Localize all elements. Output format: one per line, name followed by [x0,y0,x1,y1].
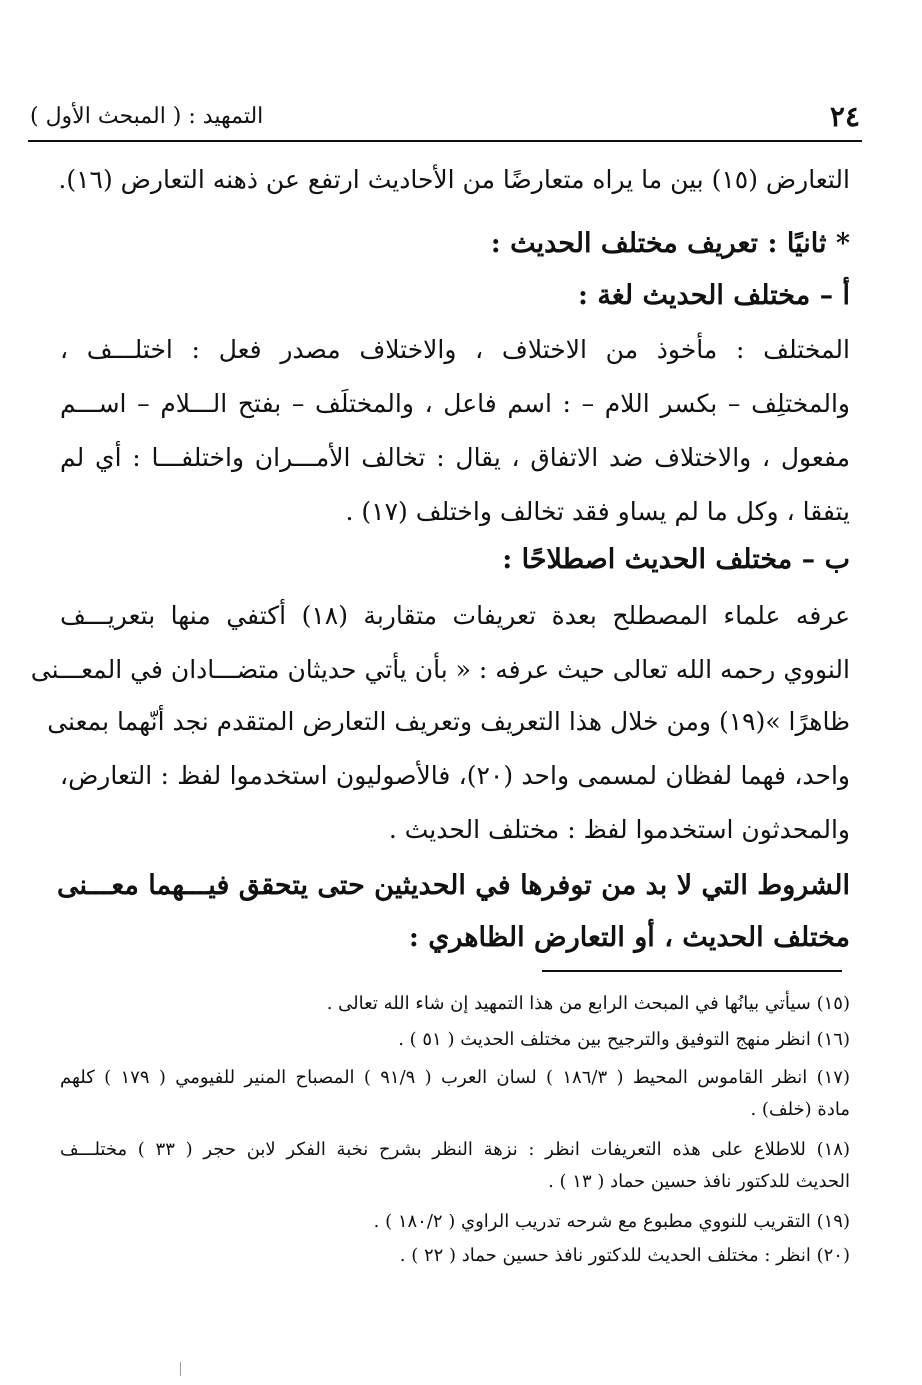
section-heading: * ثانيًا : تعريف مختلف الحديث : [490,228,850,259]
page-number: ٢٤ [829,99,860,133]
body-line: والمحدثون استخدموا لفظ : مختلف الحديث . [388,815,850,844]
running-title: التمهيد : ( المبحث الأول ) [30,103,264,129]
body-line: والمختلِف – بكسر اللام – : اسم فاعل ، والمختلَف – بفتح الـــلام – اســـم [60,389,850,418]
footnote: (١٧) انظر القاموس المحيط ( ١٨٦/٣ ) لسان العرب ( ٩١/٩ ) المصباح المنير للفيومي ( ١٧٩ ) كلهم [60,1067,850,1088]
body-line: واحد، فهما لفظان لمسمى واحد (٢٠)، فالأصوليون استخدموا لفظ : التعارض، [60,761,851,790]
footnote: (١٥) سيأتي بيانُها في المبحث الرابع من هذا التمهيد إن شاء الله تعالى . [326,993,850,1014]
subheading-b: ب – مختلف الحديث اصطلاحًا : [502,544,850,575]
footnote: مادة (خلف) . [750,1099,850,1120]
body-line: عرفه علماء المصطلح بعدة تعريفات متقاربة (١٨) أكتفي منها بتعريـــف [60,601,850,630]
header-rule [28,140,862,142]
body-line: المختلف : مأخوذ من الاختلاف ، والاختلاف مصدر فعل : اختلـــف ، [60,335,850,364]
conditions-heading: مختلف الحديث ، أو التعارض الظاهري : [408,922,850,953]
footnote: (١٨) للاطلاع على هذه التعريفات انظر : نزهة النظر بشرح نخبة الفكر لابن حجر ( ٣٣ ) مختلـــف [60,1139,850,1160]
body-line: النووي رحمه الله تعالى حيث عرفه : « بأن يأتي حديثان متضـــادان في المعـــنى [30,655,850,684]
body-line: مفعول ، والاختلاف ضد الاتفاق ، يقال : تخالف الأمـــران واختلفـــا : أي لم [60,443,850,472]
conditions-heading: الشروط التي لا بد من توفرها في الحديثين حتى يتحقق فيـــهما معـــنى [57,870,850,901]
subheading-a: أ – مختلف الحديث لغة : [578,280,850,311]
footnote: (١٩) التقريب للنووي مطبوع مع شرحه تدريب الراوي ( ١٨٠/٢ ) . [373,1211,850,1232]
body-line: التعارض (١٥) بين ما يراه متعارضًا من الأحاديث ارتفع عن ذهنه التعارض (١٦). [58,165,850,194]
body-line: يتفقا ، وكل ما لم يساو فقد تخالف واختلف (١٧) . [345,497,850,526]
page-header [30,96,860,136]
footnote: (٢٠) انظر : مختلف الحديث للدكتور نافذ حسين حماد ( ٢٢ ) . [399,1245,850,1266]
footnote: (١٦) انظر منهج التوفيق والترجيح بين مختلف الحديث ( ٥١ ) . [398,1029,850,1050]
footnote-separator [542,970,842,972]
footnote: الحديث للدكتور نافذ حسين حماد ( ١٣ ) . [548,1171,850,1192]
scan-mark [180,1362,181,1376]
body-line: ظاهرًا »(١٩) ومن خلال هذا التعريف وتعريف التعارض المتقدم نجد أنّهما بمعنى [47,707,850,736]
